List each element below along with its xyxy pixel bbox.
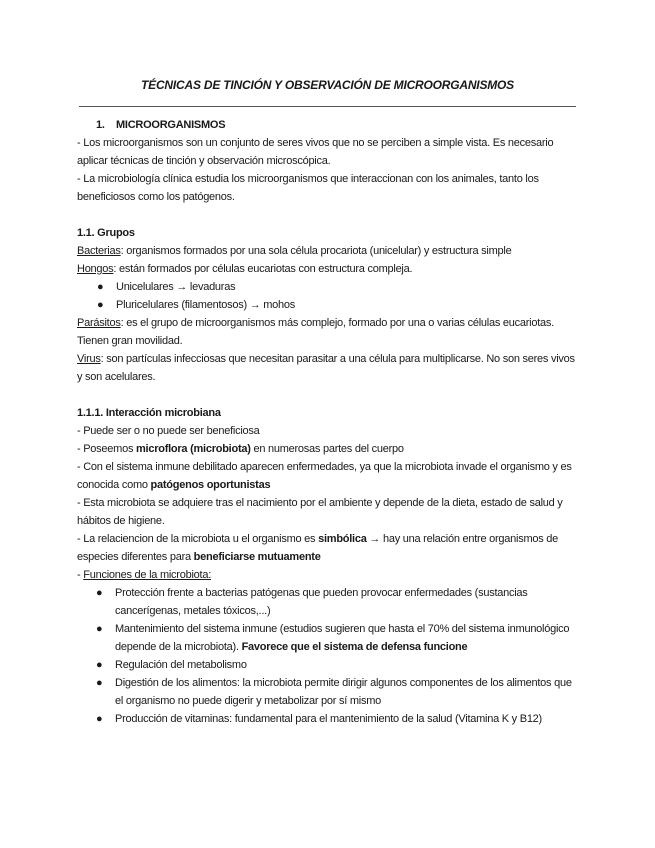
bullet-icon: ● [96, 587, 103, 599]
spacer [77, 206, 577, 224]
functions-list [77, 584, 577, 728]
paragraph-interaction-2: - Poseemos microflora (microbiota) en numerosas partes del cuerpo [77, 443, 404, 455]
bullet-icon: ● [96, 659, 103, 671]
bullet-icon: ● [97, 281, 104, 293]
title-divider [79, 106, 576, 107]
list-item: ● Unicelulares → levaduras [77, 278, 577, 296]
paragraph-virus: Virus: son partículas infecciosas que necesitan parasitar a una célula para multiplicarse. No son seres vivos y son acelulares. [77, 353, 575, 383]
paragraph-intro-1: - Los microorganismos son un conjunto de seres vivos que no se perciben a simple vista. Es necesario aplicar técnicas de tinción y observación microscópica. [77, 137, 554, 167]
paragraph-interaction-4: - Esta microbiota se adquiere tras el nacimiento por el ambiente y depende de la dieta, estado de salud y hábitos de higiene. [77, 497, 563, 527]
bullet-icon: ● [96, 623, 103, 635]
list-item: ● Regulación del metabolismo [77, 656, 577, 674]
paragraph-interaction-3: - Con el sistema inmune debilitado aparecen enfermedades, ya que la microbiota invade el organismo y es conocida como patógenos oportunistas [77, 461, 572, 491]
term-parasitos: Parásitos [77, 317, 121, 329]
subsection-heading-interaccion: 1.1.1. Interacción microbiana [77, 407, 221, 419]
term-bacterias: Bacterias [77, 245, 121, 257]
bullet-icon: ● [97, 299, 104, 311]
section-heading-text: MICROORGANISMOS [116, 119, 226, 131]
list-item: ● Digestión de los alimentos: la microbiota permite dirigir algunos componentes de los alimentos que el organismo no puede digerir y metabolizar por sí mismo [77, 674, 577, 710]
subsection-heading-grupos: 1.1. Grupos [77, 227, 135, 239]
bullet-icon: ● [96, 677, 103, 689]
list-item: ● Mantenimiento del sistema inmune (estudios sugieren que hasta el 70% del sistema inmunológico depende de la microbiota). Favorece que el sistema de defensa funcione [77, 620, 577, 656]
paragraph-interaction-5: - La relaciencion de la microbiota u el organismo es simbólica → hay una relación entre organismos de especies diferentes para beneficiarse mutuamente [77, 533, 559, 563]
term-hongos: Hongos [77, 263, 114, 275]
section-heading-microorganismos [77, 116, 577, 134]
spacer [77, 386, 577, 404]
paragraph-hongos: Hongos: están formados por células eucariotas con estructura compleja. [77, 263, 413, 275]
paragraph-intro-2: - La microbiología clínica estudia los microorganismos que interaccionan con los animales, tanto los beneficiosos como los patógenos. [77, 173, 539, 203]
document-body [77, 116, 577, 728]
term-virus: Virus [77, 353, 101, 365]
bullet-icon: ● [96, 713, 103, 725]
document-title: TÉCNICAS DE TINCIÓN Y OBSERVACIÓN DE MICROORGANISMOS [141, 78, 514, 92]
list-item: ● Pluricelulares (filamentosos) → mohos [77, 296, 577, 314]
paragraph-interaction-1: - Puede ser o no puede ser beneficiosa [77, 425, 260, 437]
paragraph-functions-label: - Funciones de la microbiota: [77, 569, 211, 581]
list-item: ● Protección frente a bacterias patógenas que pueden provocar enfermedades (sustancias cancerígenas, metales tóxicos,...) [77, 584, 577, 620]
hongos-list [77, 278, 577, 314]
paragraph-parasitos: Parásitos: es el grupo de microorganismos más complejo, formado por una o varias células eucariotas. Tienen gran movilidad. [77, 317, 554, 347]
list-item: ● Producción de vitaminas: fundamental para el mantenimiento de la salud (Vitamina K y B12) [77, 710, 577, 728]
paragraph-bacterias: Bacterias: organismos formados por una sola célula procariota (unicelular) y estructura simple [77, 245, 512, 257]
section-number: 1. [96, 119, 105, 131]
